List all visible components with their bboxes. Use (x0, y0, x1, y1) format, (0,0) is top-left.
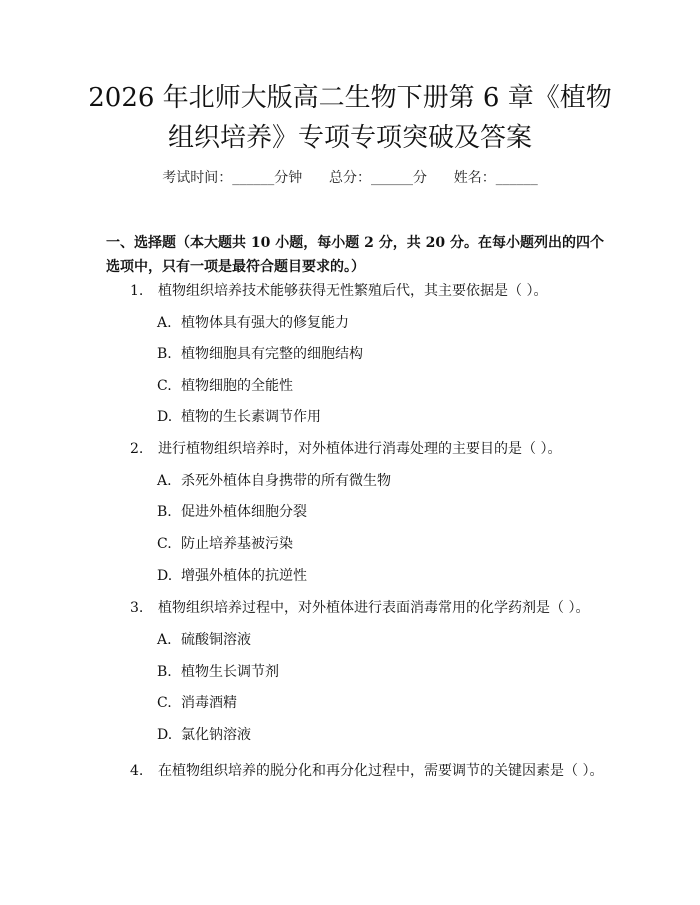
option-letter: C. (157, 536, 172, 552)
option-text: 植物体具有强大的修复能力 (181, 315, 349, 331)
option-text: 植物的生长素调节作用 (181, 409, 321, 425)
option-letter: C. (157, 378, 172, 394)
option-text: 氯化钠溶液 (181, 727, 251, 743)
question-3-option-b (157, 661, 279, 683)
question-2-option-d (157, 565, 307, 587)
question-number: 1. (130, 283, 144, 299)
section-heading: 一、选择题（本大题共 10 小题，每小题 2 分，共 20 分。在每小题列出的四个选项中，只有一项是最符合题目要求的。） (106, 235, 604, 275)
question-2-option-b (157, 501, 307, 523)
option-letter: B. (157, 504, 172, 520)
question-2-option-c (157, 533, 293, 555)
option-letter: D. (157, 568, 173, 584)
question-1-option-d (157, 406, 321, 428)
option-letter: D. (157, 409, 173, 425)
question-2 (130, 438, 600, 460)
option-text: 杀死外植体自身携带的所有微生物 (181, 473, 391, 489)
option-text: 植物生长调节剂 (181, 664, 279, 680)
question-text: 植物组织培养过程中，对外植体进行表面消毒常用的化学药剂是（ ）。 (158, 600, 590, 616)
question-text: 植物组织培养技术能够获得无性繁殖后代，其主要依据是（ ）。 (158, 283, 548, 299)
document-title-line-2: 组织培养》专项专项突破及答案 (167, 123, 532, 153)
question-1-option-c (157, 375, 293, 397)
option-text: 增强外植体的抗逆性 (181, 568, 307, 584)
question-number: 4. (130, 763, 144, 779)
question-2-option-a (157, 470, 391, 492)
option-letter: D. (157, 727, 173, 743)
document-title-line-1: 2026 年北师大版高二生物下册第 6 章《植物 (88, 83, 612, 113)
exam-info: 考试时间：______分钟 总分：______分 姓名：______ (162, 170, 538, 186)
option-letter: B. (157, 664, 172, 680)
option-text: 植物细胞的全能性 (181, 378, 293, 394)
question-text: 在植物组织培养的脱分化和再分化过程中，需要调节的关键因素是（ ）。 (158, 763, 604, 779)
option-letter: B. (157, 346, 172, 362)
option-text: 消毒酒精 (181, 695, 237, 711)
question-3-option-d (157, 724, 251, 746)
option-letter: A. (157, 315, 172, 331)
question-number: 3. (130, 600, 144, 616)
question-3-option-a (157, 629, 251, 651)
question-4 (106, 759, 606, 783)
option-text: 植物细胞具有完整的细胞结构 (181, 346, 363, 362)
option-text: 硫酸铜溶液 (181, 632, 251, 648)
question-1-option-b (157, 343, 363, 365)
question-3 (130, 597, 600, 619)
option-text: 促进外植体细胞分裂 (181, 504, 307, 520)
question-1-option-a (157, 312, 349, 334)
option-letter: A. (157, 632, 172, 648)
question-3-option-c (157, 692, 237, 714)
question-1 (130, 280, 600, 302)
option-letter: C. (157, 695, 172, 711)
question-text: 进行植物组织培养时，对外植体进行消毒处理的主要目的是（ ）。 (158, 441, 562, 457)
option-letter: A. (157, 473, 172, 489)
question-number: 2. (130, 441, 144, 457)
option-text: 防止培养基被污染 (181, 536, 293, 552)
